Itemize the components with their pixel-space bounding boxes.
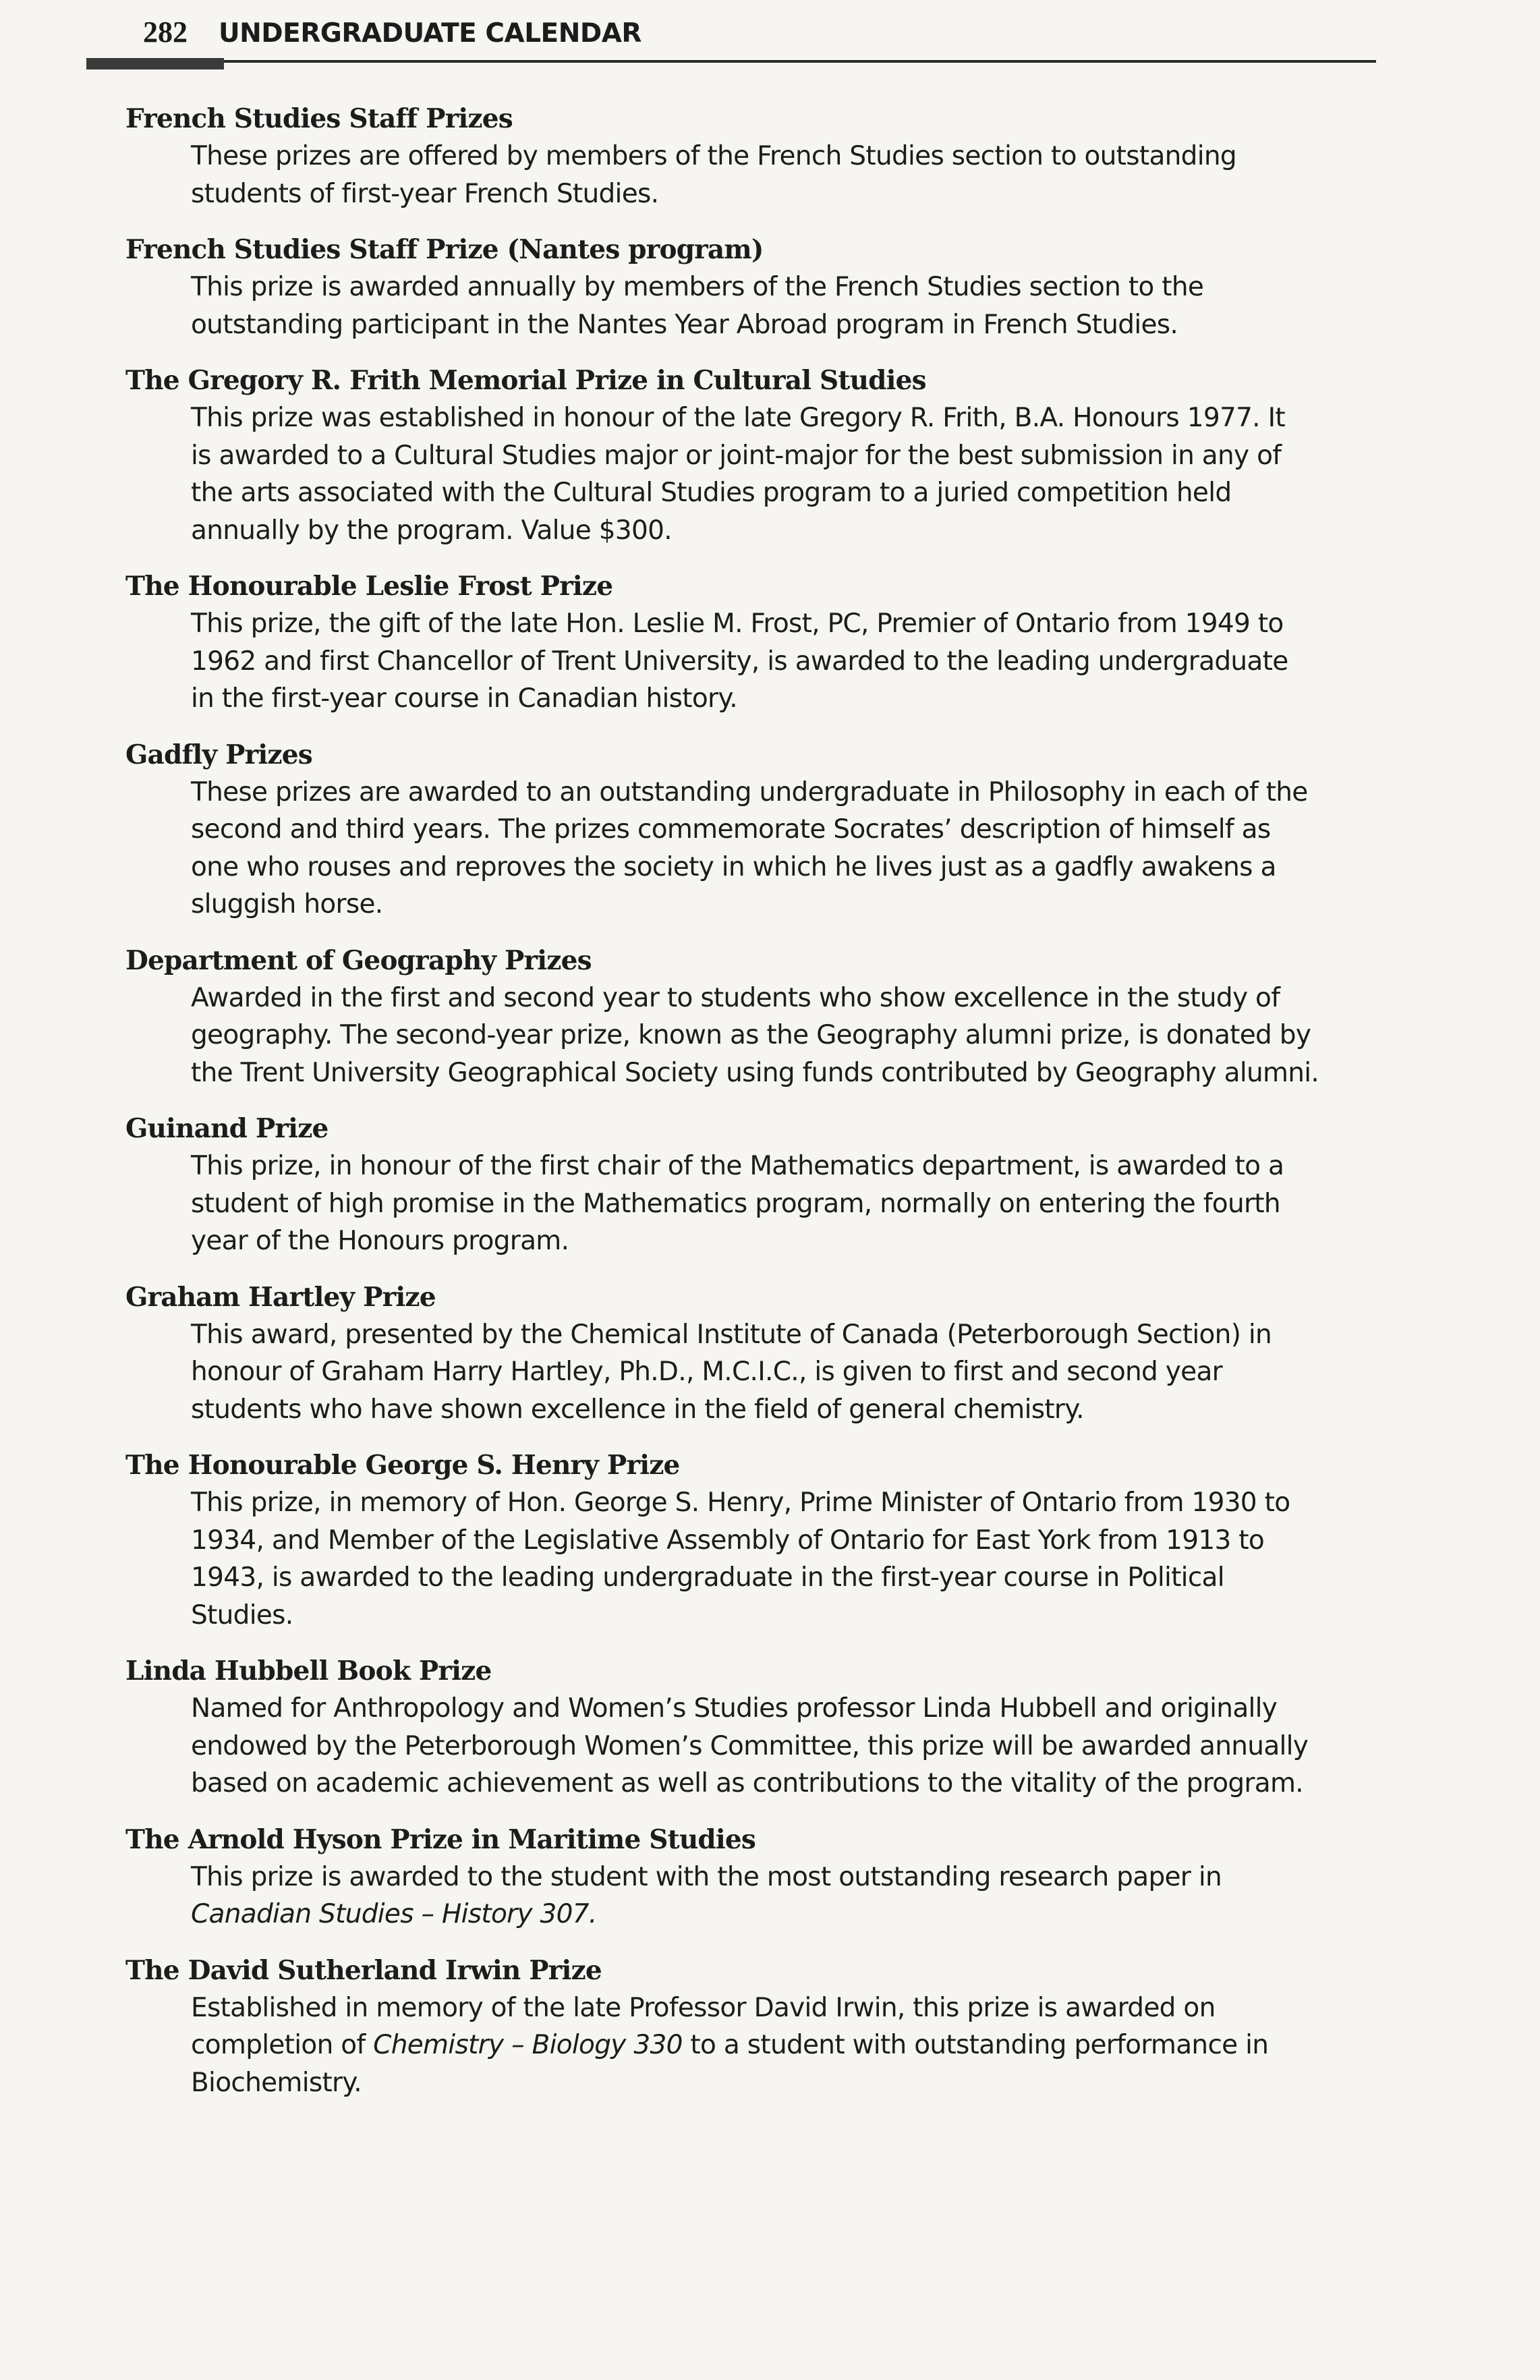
prize-entry bbox=[125, 1821, 1394, 1933]
running-title: UNDERGRADUATE CALENDAR bbox=[219, 18, 641, 49]
prize-description bbox=[191, 138, 1392, 213]
description-line: Biochemistry. bbox=[191, 2067, 362, 2098]
header-rule-tab bbox=[86, 58, 224, 69]
description-line: in the first-year course in Canadian history. bbox=[191, 683, 737, 714]
prize-entry bbox=[125, 231, 1394, 343]
description-line: This prize is awarded annually by members of the French Studies section to the bbox=[191, 272, 1204, 302]
course-reference: Chemistry – Biology 330 bbox=[373, 2030, 683, 2060]
prize-description bbox=[191, 1148, 1392, 1260]
running-head bbox=[143, 15, 641, 55]
prize-entry bbox=[125, 1278, 1394, 1429]
description-line bbox=[191, 2027, 1392, 2064]
description-line: second and third years. The prizes commemorate Socrates’ description of himself as bbox=[191, 814, 1271, 845]
header-rule bbox=[86, 60, 1376, 63]
prize-description bbox=[191, 1690, 1392, 1803]
description-line: This prize was established in honour of the late Gregory R. Frith, B.A. Honours 1977. It bbox=[191, 403, 1285, 433]
description-line: outstanding participant in the Nantes Year Abroad program in French Studies. bbox=[191, 309, 1178, 340]
description-line: geography. The second-year prize, known as the Geography alumni prize, is donated by bbox=[191, 1020, 1311, 1050]
course-reference: Canadian Studies – History 307. bbox=[191, 1899, 597, 1929]
prize-entry bbox=[125, 1652, 1394, 1803]
description-line: student of high promise in the Mathematics program, normally on entering the fourth bbox=[191, 1188, 1280, 1219]
prize-description bbox=[191, 399, 1392, 549]
prize-title: French Studies Staff Prizes bbox=[125, 103, 513, 134]
prize-title: Linda Hubbell Book Prize bbox=[125, 1655, 492, 1687]
description-line: These prizes are awarded to an outstanding undergraduate in Philosophy in each of the bbox=[191, 776, 1308, 808]
description-line: 1962 and first Chancellor of Trent University, is awarded to the leading undergraduate bbox=[191, 646, 1288, 677]
prize-entry bbox=[125, 942, 1394, 1092]
prize-description bbox=[191, 605, 1392, 718]
description-line: 1934, and Member of the Legislative Assembly of Ontario for East York from 1913 to bbox=[191, 1525, 1265, 1556]
description-line: annually by the program. Value $300. bbox=[191, 515, 672, 546]
prize-entry bbox=[125, 736, 1394, 924]
prize-entry bbox=[125, 1446, 1394, 1634]
prize-list bbox=[125, 100, 1394, 2120]
prize-title: The Honourable Leslie Frost Prize bbox=[125, 571, 613, 602]
description-line: endowed by the Peterborough Women’s Committee, this prize will be awarded annually bbox=[191, 1730, 1309, 1761]
description-line: based on academic achievement as well as contributions to the vitality of the program. bbox=[191, 1768, 1303, 1798]
description-line: Studies. bbox=[191, 1599, 293, 1631]
prize-title: The Gregory R. Frith Memorial Prize in Cultural Studies bbox=[125, 365, 926, 396]
description-line: Awarded in the first and second year to students who show excellence in the study of bbox=[191, 982, 1280, 1013]
prize-entry bbox=[125, 567, 1394, 718]
text-after-course: to a student with outstanding performance in bbox=[682, 2030, 1269, 2060]
description-line: students who have shown excellence in the field of general chemistry. bbox=[191, 1394, 1084, 1425]
text-before-course: completion of bbox=[191, 2030, 374, 2060]
description-line: the Trent University Geographical Society using funds contributed by Geography alumni. bbox=[191, 1057, 1319, 1088]
prize-description bbox=[191, 1859, 1392, 1933]
prize-entry bbox=[125, 362, 1394, 549]
description-line: honour of Graham Harry Hartley, Ph.D., M.C.I.C., is given to first and second year bbox=[191, 1357, 1222, 1387]
description-line: year of the Honours program. bbox=[191, 1226, 569, 1256]
prize-title: The Honourable George S. Henry Prize bbox=[125, 1450, 680, 1481]
description-line: This prize, in memory of Hon. George S. Henry, Prime Minister of Ontario from 1930 to bbox=[191, 1488, 1290, 1518]
prize-title: Gadfly Prizes bbox=[125, 739, 312, 770]
prize-description bbox=[191, 774, 1392, 924]
prize-description bbox=[191, 1989, 1392, 2102]
description-line: is awarded to a Cultural Studies major or joint-major for the best submission in any of bbox=[191, 440, 1282, 471]
prize-title: Guinand Prize bbox=[125, 1113, 329, 1144]
description-line: 1943, is awarded to the leading undergraduate in the first-year course in Political bbox=[191, 1562, 1224, 1593]
description-line: This prize, in honour of the first chair of the Mathematics department, is awarded to a bbox=[191, 1151, 1284, 1181]
prize-description bbox=[191, 1316, 1392, 1429]
description-line: Named for Anthropology and Women’s Studies professor Linda Hubbell and originally bbox=[191, 1693, 1278, 1724]
prize-entry bbox=[125, 1110, 1394, 1260]
prize-description bbox=[191, 1484, 1392, 1634]
prize-title: The Arnold Hyson Prize in Maritime Studies bbox=[125, 1823, 756, 1855]
prize-entry bbox=[125, 1952, 1394, 2102]
description-line: sluggish horse. bbox=[191, 889, 383, 919]
prize-description bbox=[191, 980, 1392, 1092]
prize-title: French Studies Staff Prize (Nantes program) bbox=[125, 234, 764, 265]
description-line: This prize, the gift of the late Hon. Leslie M. Frost, PC, Premier of Ontario from 1949 to bbox=[191, 608, 1284, 639]
page-number: 282 bbox=[143, 16, 188, 49]
prize-title: Graham Hartley Prize bbox=[125, 1281, 436, 1313]
prize-title: Department of Geography Prizes bbox=[125, 944, 592, 976]
description-line: Established in memory of the late Professor David Irwin, this prize is awarded on bbox=[191, 1992, 1216, 2023]
description-line: students of first-year French Studies. bbox=[191, 178, 659, 209]
prize-title: The David Sutherland Irwin Prize bbox=[125, 1954, 602, 1986]
prize-description bbox=[191, 268, 1392, 343]
description-line: one who rouses and reproves the society in which he lives just as a gadfly awakens a bbox=[191, 851, 1276, 882]
description-line: This prize is awarded to the student with the most outstanding research paper in bbox=[191, 1861, 1222, 1892]
description-line: the arts associated with the Cultural Studies program to a juried competition held bbox=[191, 478, 1232, 508]
description-line: This award, presented by the Chemical Institute of Canada (Peterborough Section) in bbox=[191, 1319, 1272, 1350]
prize-entry bbox=[125, 100, 1394, 213]
description-line: These prizes are offered by members of the French Studies section to outstanding bbox=[191, 141, 1236, 171]
